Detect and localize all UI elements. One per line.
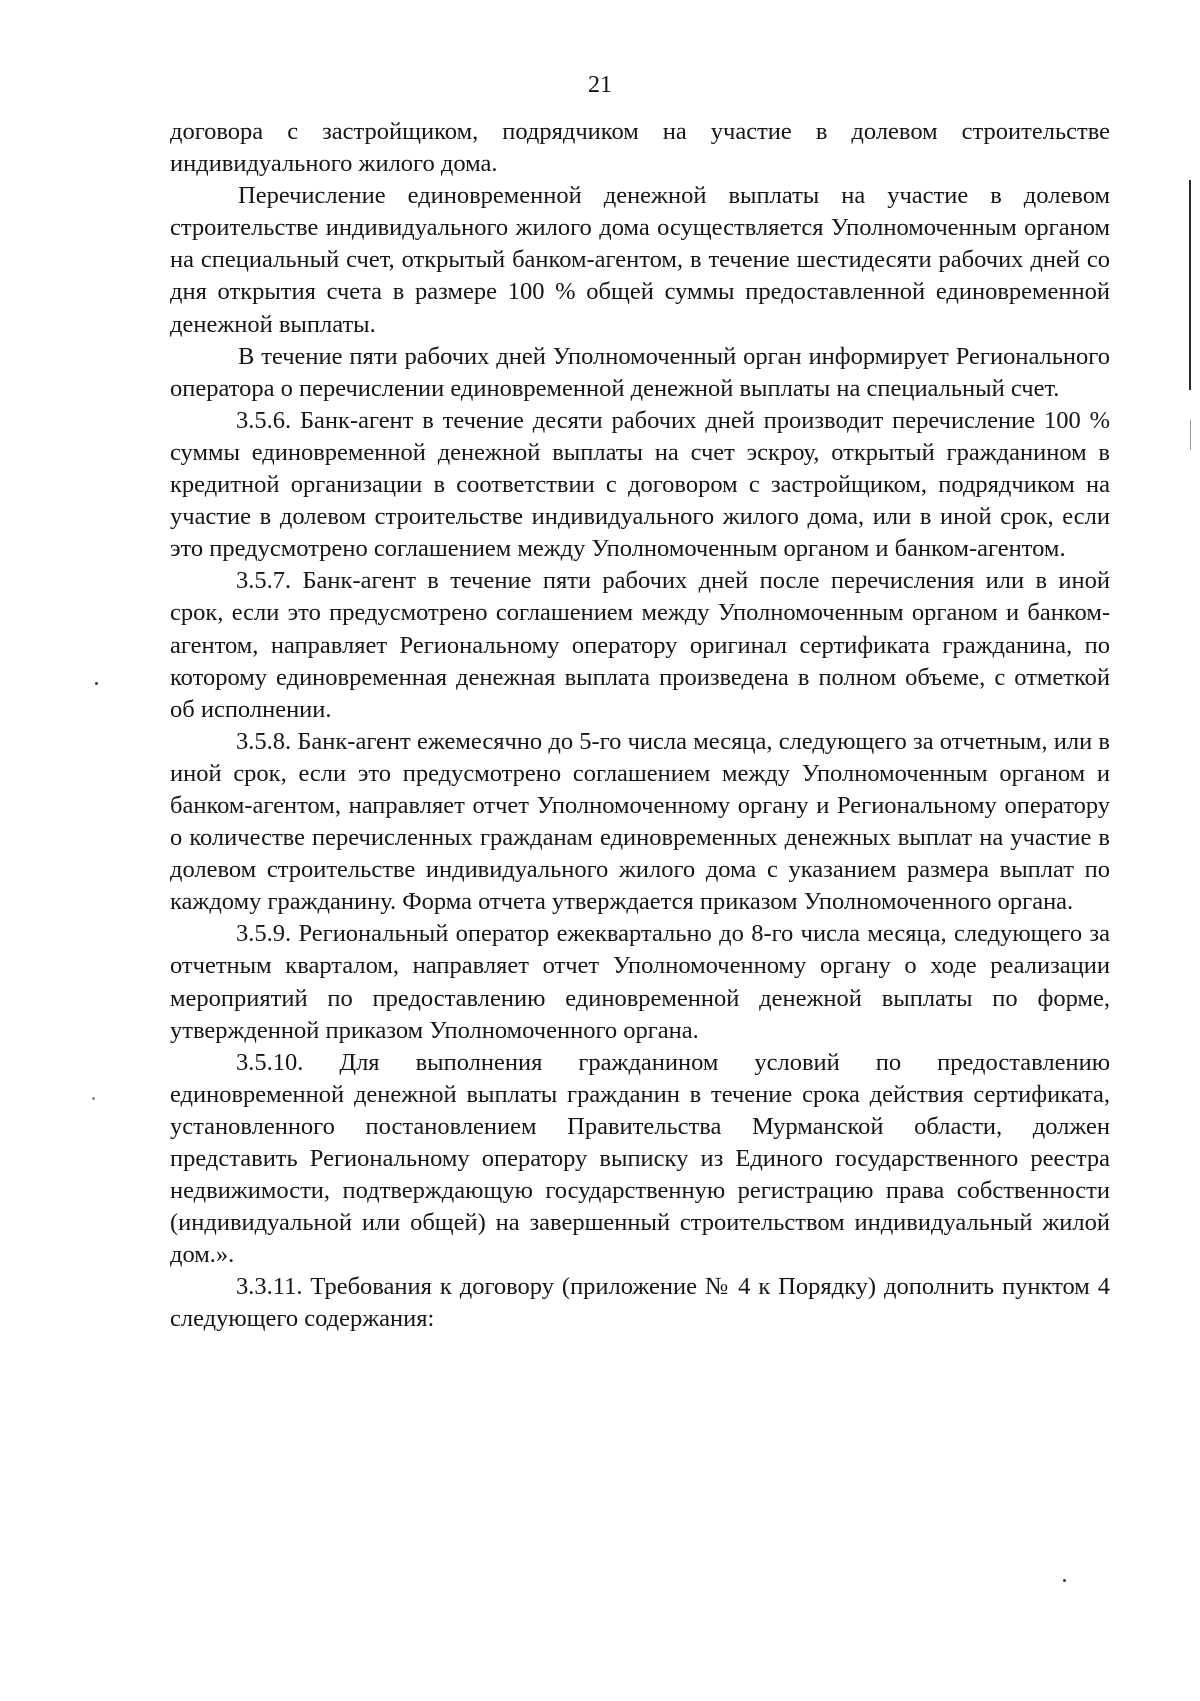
paragraph-notify-operator: В течение пяти рабочих дней Уполномоченный орган информирует Регионального оператора о перечислении единовременной денежной выплаты на специальный счет. (170, 342, 1110, 402)
paragraph-3-5-10: 3.5.10. Для выполнения гражданином условий по предоставлению единовременной денежной выплаты гражданин в течение срока действия сертификата, установленного постановлением Правительства Мурманской области, должен представить Региональному оператору выписку из Единого государственного реестра недвижимости, подтверждающую государственную регистрацию права собственности (индивидуальной или общей) на завершенный строительством индивидуальный жилой дом.». (170, 1048, 1110, 1269)
paragraph-transfer-payment: Перечисление единовременной денежной выплаты на участие в долевом строительстве индивидуального жилого дома осуществляется Уполномоченным органом на специальный счет, открытый банком-агентом, в течение шестидесяти рабочих дней со дня открытия счета в размере 100 % общей суммы предоставленной единовременной денежной выплаты. (170, 182, 1110, 338)
paragraph-3-3-11: 3.3.11. Требования к договору (приложение № 4 к Порядку) дополнить пунктом 4 следующего содержания: (170, 1273, 1110, 1333)
page-number: 21 (588, 72, 612, 98)
scan-dot (95, 682, 98, 685)
paragraph-3-5-6: 3.5.6. Банк-агент в течение десяти рабочих дней производит перечисление 100 % суммы единовременной денежной выплаты на счет эскроу, открытый гражданином в кредитной организации в соответствии с договором с застройщиком, подрядчиком на участие в долевом строительстве индивидуального жилого дома, или в иной срок, если это предусмотрено соглашением между Уполномоченным органом и банком-агентом. (170, 406, 1110, 563)
scan-dot (1063, 1579, 1066, 1582)
document-body (170, 116, 1110, 1336)
scan-dot (92, 1097, 95, 1100)
paragraph-3-5-7: 3.5.7. Банк-агент в течение пяти рабочих дней после перечисления или в иной срок, если это предусмотрено соглашением между Уполномоченным органом и банком-агентом, направляет Региональному оператору оригинал сертификата гражданина, по которому единовременная денежная выплата произведена в полном объеме, с отметкой об исполнении. (170, 567, 1110, 723)
paragraph-3-5-9: 3.5.9. Региональный оператор ежеквартально до 8-го числа месяца, следующего за отчетным кварталом, направляет отчет Уполномоченному органу о ходе реализации мероприятий по предоставлению единовременной денежной выплаты по форме, утвержденной приказом Уполномоченного органа. (170, 920, 1110, 1044)
paragraph-continuation: договора с застройщиком, подрядчиком на участие в долевом строительстве индивидуального жилого дома. (170, 118, 1110, 178)
scan-edge-mark (1189, 180, 1191, 390)
scan-edge-mark-faint (1190, 420, 1191, 450)
paragraph-3-5-8: 3.5.8. Банк-агент ежемесячно до 5-го числа месяца, следующего за отчетным, или в иной срок, если это предусмотрено соглашением между Уполномоченным органом и банком-агентом, направляет отчет Уполномоченному органу и Региональному оператору о количестве перечисленных гражданам единовременных денежных выплат на участие в долевом строительстве индивидуального жилого дома с указанием размера выплат по каждому гражданину. Форма отчета утверждается приказом Уполномоченного органа. (170, 727, 1110, 916)
